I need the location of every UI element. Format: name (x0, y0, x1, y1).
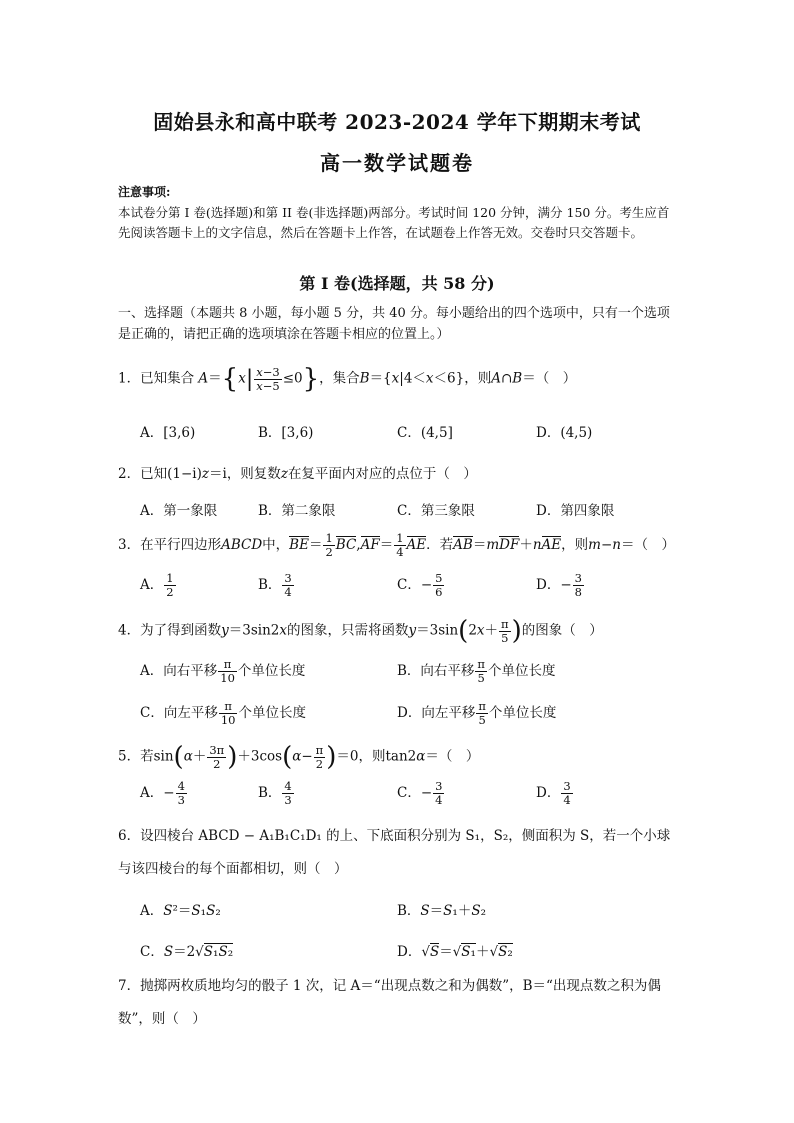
q4-option-c: C．向左平移 $\frac{\pi}{10}$ 个单位长度 (140, 699, 306, 727)
q6-option-d: D．√S＝√S₁＋√S₂ (397, 944, 513, 960)
q5-option-d: D． $\frac{3}{4}$ (536, 779, 571, 807)
q5-option-c: C．− $\frac{3}{4}$ (397, 779, 443, 807)
q-stem-part: （ ） (634, 537, 675, 553)
q-number: 3． (118, 537, 141, 553)
q-number: 6． (118, 828, 141, 844)
q-stem-part: 的图象（ ） (521, 622, 603, 639)
q-stem-part: ，则 (561, 537, 589, 553)
q-number: 2． (118, 466, 141, 482)
question-1: 1．已知集合 A＝{x| $\frac{x-3}{x-5}$ ≤0}，集合B＝{x|4＜x＜6}，则A∩B＝（ ） (118, 364, 577, 394)
q1-option-b: B．[3,6) (258, 425, 314, 441)
question-4: 4．为了得到函数y＝3sin2x的图象，只需将函数y＝3sin(2x＋ $\frac{\pi}{5}$ )的图象（ ） (118, 616, 603, 646)
section-intro: 一、选择题（本题共 8 小题，每小题 5 分，共 40 分。每小题给出的四个选项中，只有一个选项是正确的，请把正确的选项填涂在答题卡相应的位置上。） (118, 306, 670, 342)
question-3: 3．在平行四边形ABCD中，BE＝ $\frac{1}{2}$ BC,AF＝ $\frac{1}{4}$ AE．若AB＝mDF＋nAE，则m−n＝（ ） (118, 531, 675, 559)
q-stem-part: 已知集合 (140, 370, 195, 387)
q4-option-d: D．向左平移 $\frac{\pi}{5}$ 个单位长度 (397, 699, 557, 727)
q-number: 7． (118, 978, 141, 994)
q2-option-a: A．第一象限 (140, 503, 218, 519)
q-stem-part: ＝（ ） (522, 370, 577, 387)
q5-option-a: A．− $\frac{4}{3}$ (140, 779, 185, 807)
q3-option-a: A． $\frac{1}{2}$ (140, 571, 174, 599)
q-stem-part: ，则复数 (226, 466, 281, 482)
q-stem-part: ，则 (358, 748, 386, 765)
q-stem-part: 在复平面内对应的点位于（ ） (287, 466, 477, 482)
q-stem-part: 的图象，只需将函数 (286, 622, 409, 639)
q-stem-part: 已知 (140, 466, 168, 482)
q4-option-b: B．向右平移 $\frac{\pi}{5}$ 个单位长度 (397, 657, 556, 685)
q1-option-d: D．(4,5) (536, 425, 593, 441)
question-6 (118, 820, 678, 886)
q-number: 5． (118, 748, 141, 765)
question-2: 2．已知(1−i)z＝i，则复数z在复平面内对应的点位于（ ） (118, 466, 477, 482)
q-stem-part: 若 (140, 748, 154, 765)
q1-option-c: C．(4,5] (397, 425, 453, 441)
q5-option-b: B． $\frac{4}{3}$ (258, 779, 292, 807)
q1-option-a: A．[3,6) (140, 425, 196, 441)
question-5: 5．若sin(α＋ $\frac{3\pi}{2}$ )＋3cos(α− $\frac{\pi}{2}$ )＝0，则tan2α＝（ ） (118, 742, 480, 772)
q2-option-b: B．第二象限 (258, 503, 336, 519)
q-stem-part: ．若 (426, 537, 454, 553)
q-stem: 设四棱台 ABCD − A₁B₁C₁D₁ 的上、下底面积分别为 S₁，S₂，侧面积为 S，若一个小球与该四棱台的每个面都相切，则（ ） (118, 828, 671, 877)
q6-option-b: B．S＝S₁＋S₂ (397, 903, 487, 919)
notice-heading: 注意事项: (118, 185, 171, 199)
notice-body: 本试卷分第 I 卷(选择题)和第 II 卷(非选择题)两部分。考试时间 120 分钟，满分 150 分。考生应首先阅读答题卡上的文字信息，然后在答题卡上作答，在试题卷上作答无效。交卷时只交答题卡。 (118, 205, 670, 240)
q3-option-b: B． $\frac{3}{4}$ (258, 571, 292, 599)
question-7 (118, 970, 678, 1036)
exam-title: 固始县永和高中联考 2023-2024 学年下期期末考试 (153, 110, 641, 134)
q-stem: 抛掷两枚质地均匀的骰子 1 次，记 A＝“出现点数之和为偶数”，B＝“出现点数之积为偶数”，则（ ） (118, 978, 661, 1027)
q-stem-part: ，则 (464, 370, 492, 387)
q-stem-part: ，集合 (319, 370, 360, 387)
q4-option-a: A．向右平移 $\frac{\pi}{10}$ 个单位长度 (140, 657, 306, 685)
q-number: 1． (118, 370, 141, 387)
exam-subtitle: 高一数学试题卷 (320, 151, 474, 175)
q-stem-part: 中， (262, 537, 290, 553)
part-title: 第 I 卷(选择题，共 58 分) (299, 274, 495, 293)
q-stem-part: 在平行四边形 (140, 537, 222, 553)
q6-option-c: C．S＝2√S₁S₂ (140, 944, 234, 960)
q2-option-c: C．第三象限 (397, 503, 475, 519)
q6-option-a: A．S²＝S₁S₂ (140, 903, 221, 919)
q-stem-part: ＝（ ） (425, 748, 480, 765)
q2-option-d: D．第四象限 (536, 503, 615, 519)
q3-option-c: C．− $\frac{5}{6}$ (397, 571, 443, 599)
q-stem-part: 为了得到函数 (140, 622, 222, 639)
q3-option-d: D．− $\frac{3}{8}$ (536, 571, 582, 599)
q-number: 4． (118, 622, 141, 639)
